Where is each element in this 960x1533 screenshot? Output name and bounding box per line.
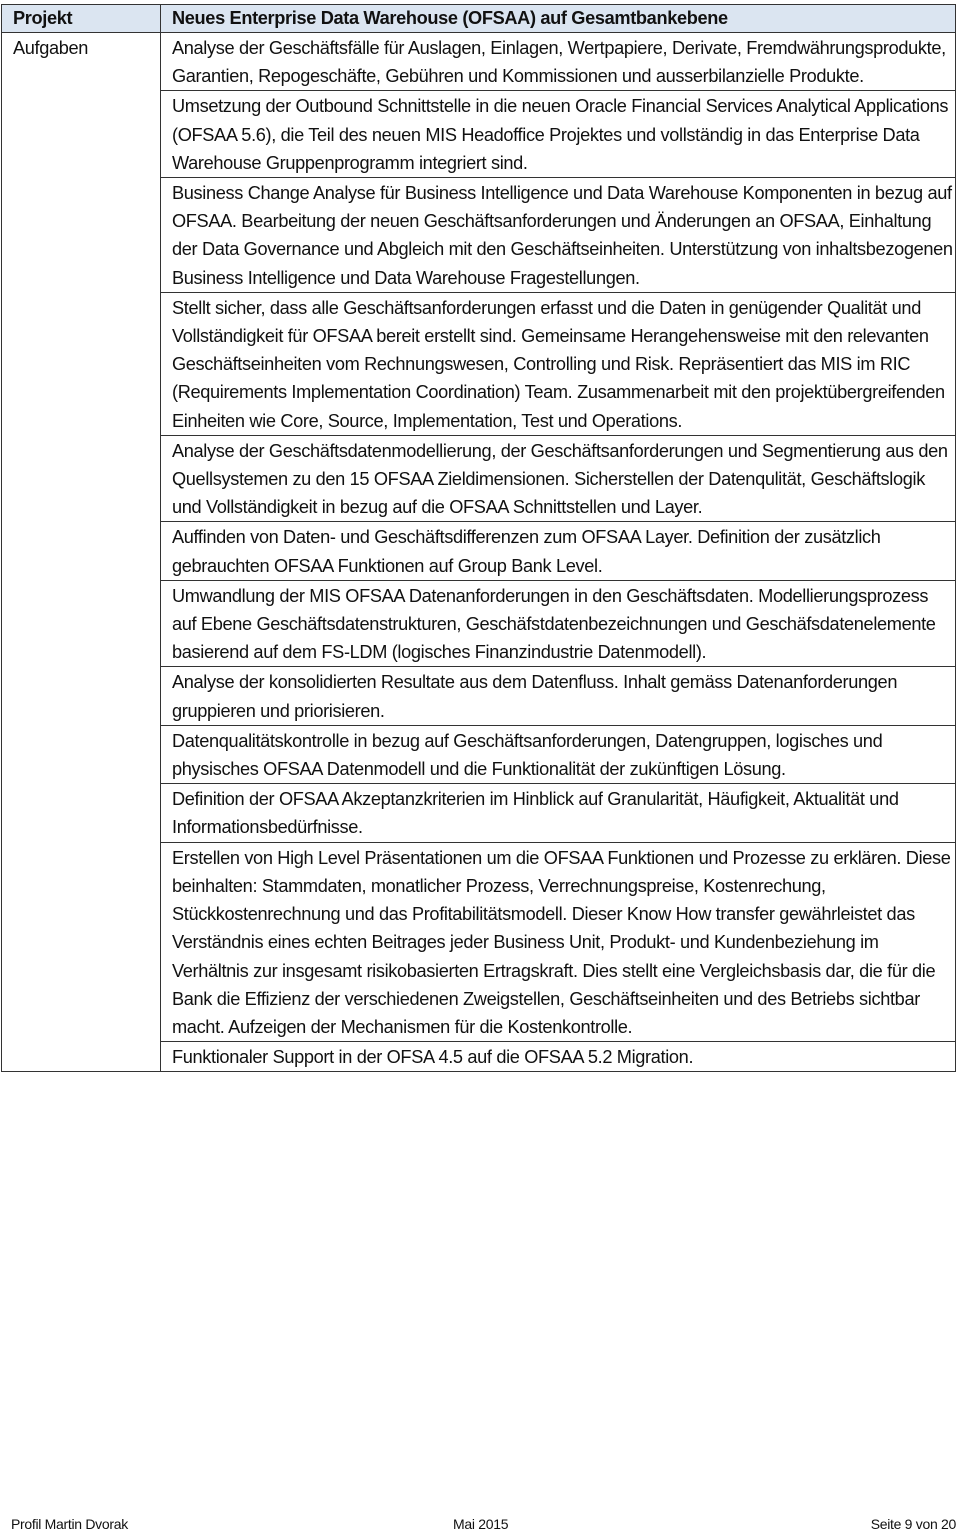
task-item: Analyse der Geschäftsfälle für Auslagen, Einlagen, Wertpapiere, Derivate, Fremdwährungsprodukte, Garantien, Repogeschäfte, Gebühren und Kommissionen und ausserbilanzielle Produkte. [161,33,956,91]
task-item: Funktionaler Support in der OFSA 4.5 auf die OFSAA 5.2 Migration. [161,1042,956,1072]
task-item: Auffinden von Daten- und Geschäftsdifferenzen zum OFSAA Layer. Definition der zusätzlich gebrauchten OFSAA Funktionen auf Group Bank Level. [161,522,956,580]
task-item: Definition der OFSAA Akzeptanzkriterien im Hinblick auf Granularität, Häufigkeit, Aktualität und Informationsbedürfnisse. [161,784,956,842]
task-item: Umwandlung der MIS OFSAA Datenanforderungen in den Geschäftsdaten. Modellierungsprozess auf Ebene Geschäftsdatenstrukturen, Geschäfstdatenbezeichnungen und Geschäfsdatenelemente basierend auf dem FS-LDM (logisches Finanzindustrie Datenmodell). [161,580,956,667]
task-item: Analyse der konsolidierten Resultate aus dem Datenfluss. Inhalt gemäss Datenanforderungen gruppieren und priorisieren. [161,667,956,725]
task-item: Erstellen von High Level Präsentationen um die OFSAA Funktionen und Prozesse zu erklären. Diese beinhalten: Stammdaten, monatlicher Prozess, Verrechnungspreise, Kostenrechung, Stückkostenrechnung und das Profitabilitätsmodell. Dieser Know How transfer gewährleistet das Verständnis eines echten Beitrages jeder Business Unit, Produkt- und Kundenbeziehung im Verhältnis zur insgesamt risikobasierten Ertragskraft. Dies stellt eine Vergleichsbasis dar, die für die Bank die Effizienz der verschiedenen Zweigstellen, Geschäftseinheiten und des Betriebs sichtbar macht. Aufzeigen der Mechanismen für die Kostenkontrolle. [161,842,956,1041]
project-label: Projekt [2,5,161,33]
footer-date: Mai 2015 [453,1516,509,1532]
footer-page-number: Seite 9 von 20 [870,1516,956,1532]
task-item: Business Change Analyse für Business Intelligence und Data Warehouse Komponenten in bezug auf OFSAA. Bearbeitung der neuen Geschäftsanforderungen und Änderungen an OFSAA, Einhaltung der Data Governance und Abgleich mit den Geschäftseinheiten. Unterstützung von inhaltsbezogenen Business Intelligence und Data Warehouse Fragestellungen. [161,178,956,293]
task-row [2,33,956,91]
project-table [1,4,956,1072]
task-item: Analyse der Geschäftsdatenmodellierung, der Geschäftsanforderungen und Segmentierung aus den Quellsystemen zu den 15 OFSAA Zieldimensionen. Sicherstellen der Datenqulität, Geschäftslogik und Vollständigkeit in bezug auf die OFSAA Schnittstellen und Layer. [161,435,956,522]
project-title: Neues Enterprise Data Warehouse (OFSAA) auf Gesamtbankebene [161,5,956,33]
footer-author: Profil Martin Dvorak [11,1516,128,1532]
task-item: Stellt sicher, dass alle Geschäftsanforderungen erfasst und die Daten in genügender Qualität und Vollständigkeit für OFSAA bereit erstellt sind. Gemeinsame Herangehensweise mit den relevanten Geschäftseinheiten vom Rechnungswesen, Controlling und Risk. Repräsentiert das MIS im RIC (Requirements Implementation Coordination) Team. Zusammenarbeit mit den projektübergreifenden Einheiten wie Core, Source, Implementation, Test und Operations. [161,292,956,435]
project-header-row [2,5,956,33]
task-item: Datenqualitätskontrolle in bezug auf Geschäftsanforderungen, Datengruppen, logisches und physisches OFSAA Datenmodell und die Funktionalität der zukünftigen Lösung. [161,725,956,783]
page-footer [0,1515,960,1533]
task-item: Umsetzung der Outbound Schnittstelle in die neuen Oracle Financial Services Analytical Applications (OFSAA 5.6), die Teil des neuen MIS Headoffice Projektes und vollständig in das Enterprise Data Warehouse Gruppenprogramm integriert sind. [161,91,956,178]
tasks-label: Aufgaben [2,33,161,1072]
